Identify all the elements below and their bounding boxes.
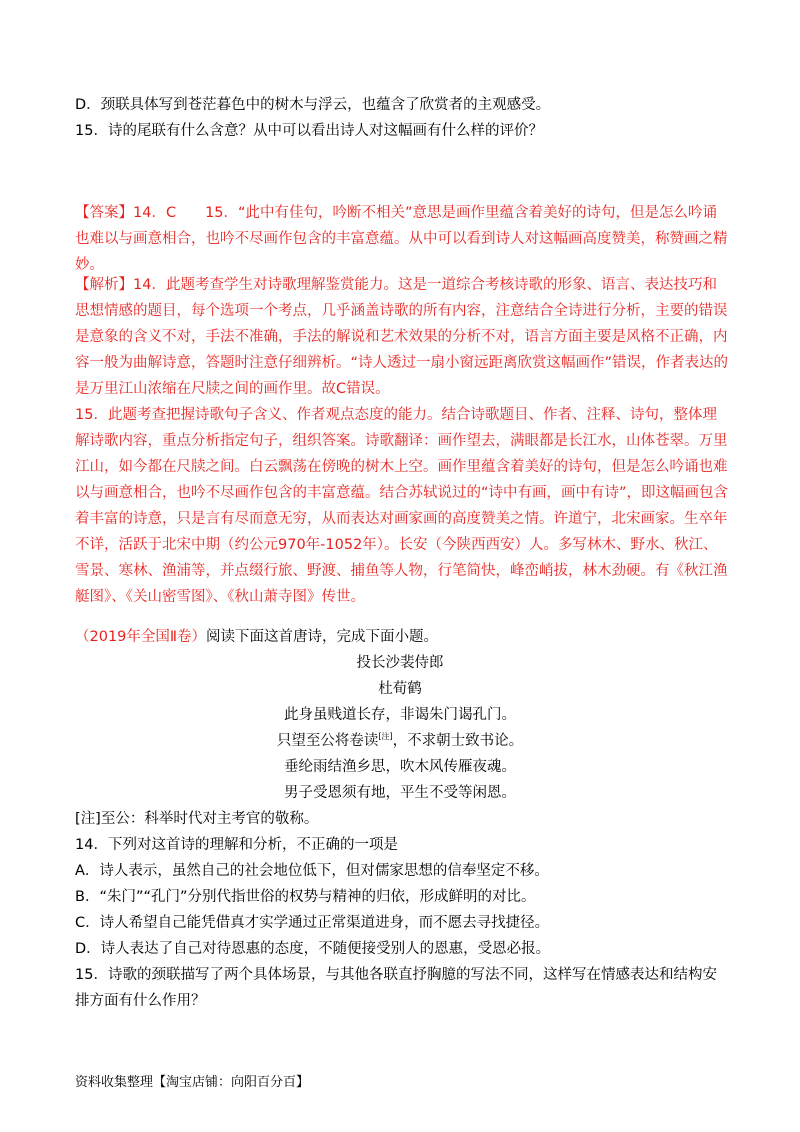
analysis-14-text: 14．此题考查学生对诗歌理解鉴赏能力。这是一道综合考核诗歌的形象、语言、表达技巧和思想情感的题目，每个选项一个考点，几乎涵盖诗歌的所有内容，注意结合全诗进行分析，主要的错误是意象的含义不对，手法不准确，手法的解说和艺术效果的分析不对，语言方面主要是风格不正确，内容一般为曲解诗意，答题时注意仔细辨析。“诗人透过一扇小窗远距离欣赏这幅画作”错误，作者表达的是万里江山浓缩在尺牍之间的画作里。故C错误。: [75, 277, 729, 397]
answer-tag: 【答案】: [75, 205, 133, 221]
poem-line-4: 男子受恩须有地，平生不受等闲恩。: [284, 785, 516, 801]
question-14-second: 14．下列对这首诗的理解和分析，不正确的一项是: [75, 837, 398, 853]
poem-line-2: 只望至公将卷读[注]，不求朝士致书论。: [276, 732, 524, 749]
option-d-line: D．颈联具体写到苍茫暮色中的树木与浮云，也蕴含了欣赏者的主观感受。: [75, 97, 551, 113]
footer-text: 资料收集整理【淘宝店铺：向阳百分百】: [75, 1075, 310, 1090]
answer-block: [75, 200, 730, 278]
poem: [0, 650, 800, 806]
poem-title: 投长沙裴侍郎: [356, 655, 444, 671]
intro-text: 阅读下面这首唐诗，完成下面小题。: [206, 629, 439, 645]
source-label: （2019年全国Ⅱ卷）: [75, 629, 207, 645]
poem-line-1: 此身虽贱道长存，非谒朱门谒孔门。: [284, 707, 516, 723]
option-d: D．诗人表达了自己对待恩惠的态度，不随便接受别人的恩惠，受恩必报。: [75, 941, 551, 957]
note-marker: [注]: [378, 732, 393, 742]
poem-author: 杜荀鹤: [378, 681, 422, 697]
analysis-15: 15．此题考查把握诗歌句子含义、作者观点态度的能力。结合诗歌题目、作者、注释、诗句，整体理解诗歌内容，重点分析指定句子，组织答案。诗歌翻译：画作望去，满眼都是长江水，山体苍翠。万里江山，如今都在尺牍之间。白云飘荡在傍晚的树木上空。画作里蕴含着美好的诗句，但是怎么吟诵也难以与画意相合，也吟不尽画作包含的丰富意蕴。结合苏轼说过的“诗中有画，画中有诗”，即这幅画包含着丰富的诗意，只是言有尽而意无穷，从而表达对画家画的高度赞美之情。许道宁，北宋画家。生卒年不详，活跃于北宋中期（约公元970年-1052年）。长安（今陕西西安）人。多写林木、野水、秋江、雪景、寒林、渔浦等，并点缀行旅、野渡、捕鱼等人物，行笔简快，峰峦峭拔，林木劲硬。有《秋江渔艇图》、《关山密雪图》、《秋山萧寺图》传世。: [75, 407, 729, 605]
poem-line-3: 垂纶雨结渔乡思，吹木风传雁夜魂。: [284, 759, 516, 775]
option-c: C．诗人希望自己能凭借真才实学通过正常渠道进身，而不愿去寻找捷径。: [75, 915, 550, 931]
second-intro: [75, 624, 730, 650]
option-b: B．“朱门”“孔门”分别代指世俗的权势与精神的归依，形成鲜明的对比。: [75, 889, 536, 905]
answer-text: 14．C 15．“此中有佳句，吟断不相关”意思是画作里蕴含着美好的诗句，但是怎么吟诵也难以与画意相合，也吟不尽画作包含的丰富意蕴。从中可以看到诗人对这幅画高度赞美，称赞画之精妙。: [75, 205, 728, 273]
analysis-tag: 【解析】: [75, 277, 133, 293]
option-a: A．诗人表示，虽然自己的社会地位低下，但对儒家思想的信奉坚定不移。: [75, 863, 549, 879]
question-15-second: 15．诗歌的颈联描写了两个具体场景，与其他各联直抒胸臆的写法不同，这样写在情感表达和结构安排方面有什么作用？: [75, 967, 717, 1009]
question-15: 15．诗的尾联有什么含意？从中可以看出诗人对这幅画有什么样的评价？: [75, 123, 543, 139]
analysis-14: [75, 272, 730, 402]
note-line: [注]至公：科举时代对主考官的敬称。: [75, 811, 319, 827]
